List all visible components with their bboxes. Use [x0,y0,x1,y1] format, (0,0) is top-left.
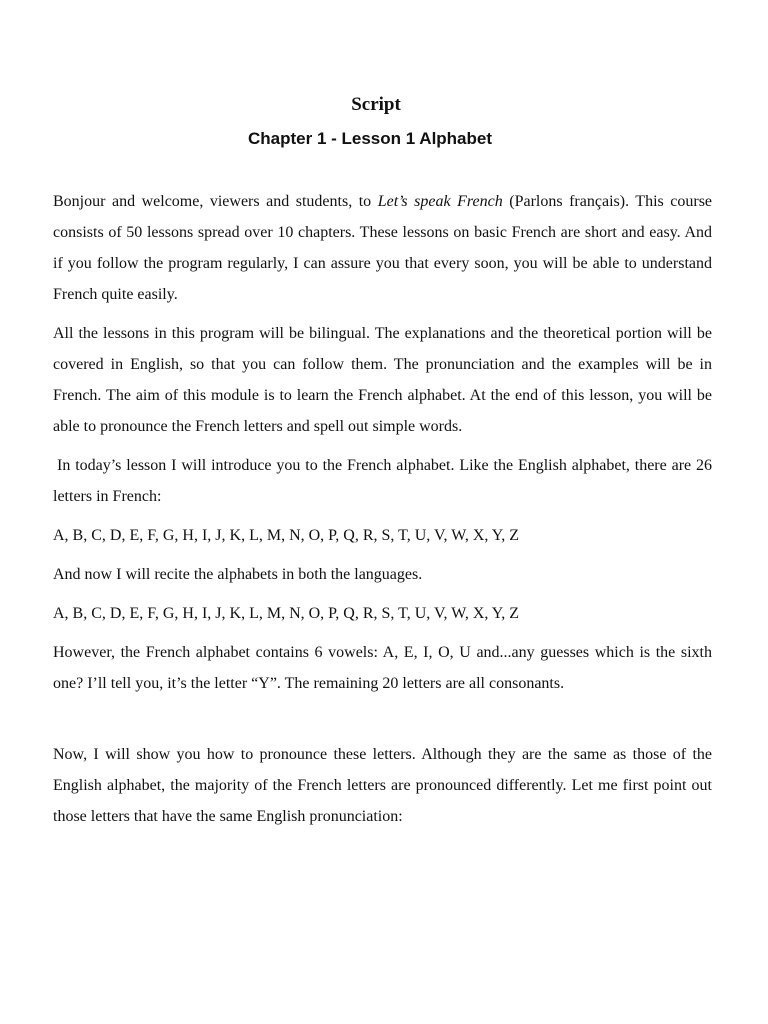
paragraph-vowels: However, the French alphabet contains 6 vowels: A, E, I, O, U and...any guesses which is the sixth one? I’ll tell you, it’s the letter “Y”. The remaining 20 letters are all consonants. [53,644,712,692]
paragraph-bilingual: All the lessons in this program will be bilingual. The explanations and the theoretical portion will be covered in English, so that you can follow them. The pronunciation and the examples will be in French. The aim of this module is to learn the French alphabet. At the end of this lesson, you will be able to pronounce the French letters and spell out simple words. [53,325,712,435]
alphabet-line-2: A, B, C, D, E, F, G, H, I, J, K, L, M, N, O, P, Q, R, S, T, U, V, W, X, Y, Z [53,605,520,622]
paragraph-recite: And now I will recite the alphabets in both the languages. [53,566,423,583]
paragraph-intro [53,186,712,310]
document-body [53,186,712,840]
paragraph-intro-end: (Parlons français). This course consists of 50 lessons spread over 10 chapters. These lessons on basic French are short and easy. And if you follow the program regularly, I can assure you that every soon, you will be able to understand French quite easily. [53,193,713,303]
paragraph-alphabet-intro: In today’s lesson I will introduce you to the French alphabet. Like the English alphabet, there are 26 letters in French: [53,457,712,505]
page-title: Script [351,94,401,115]
course-title-italic: Let’s speak French [377,193,503,210]
alphabet-line-1: A, B, C, D, E, F, G, H, I, J, K, L, M, N, O, P, Q, R, S, T, U, V, W, X, Y, Z [53,527,520,544]
page-subtitle: Chapter 1 - Lesson 1 Alphabet [247,129,493,148]
paragraph-pronunciation: Now, I will show you how to pronounce these letters. Although they are the same as those of the English alphabet, the majority of the French letters are pronounced differently. Let me first point out those letters that have the same English pronunciation: [53,746,712,825]
paragraph-intro-start: Bonjour and welcome, viewers and students, to [53,193,378,210]
